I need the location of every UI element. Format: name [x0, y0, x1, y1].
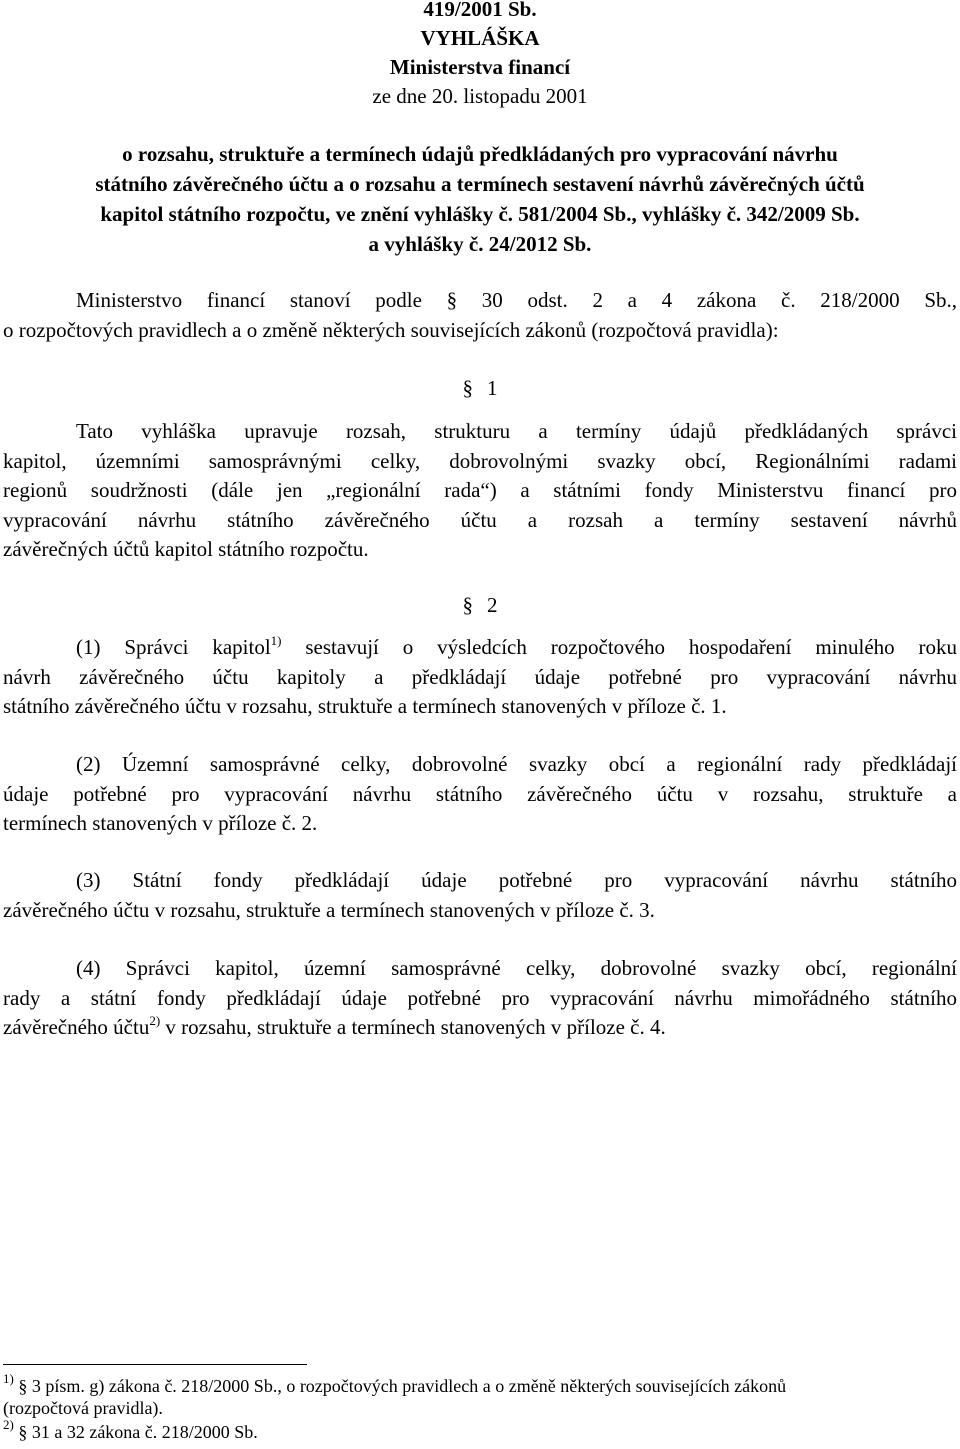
title-line: státního závěrečného účtu a o rozsahu a termínech sestavení návrhů závěrečných účtů: [95, 172, 865, 196]
section-symbol: §: [462, 376, 473, 400]
footnote-ref-1[interactable]: 1): [270, 633, 282, 648]
footnote-ref-2[interactable]: 2): [149, 1013, 161, 1028]
section-heading-2: § 2: [462, 593, 498, 617]
title-line: a vyhlášky č. 24/2012 Sb.: [368, 232, 592, 256]
footnote-mark: 1): [3, 1371, 14, 1386]
section-symbol: §: [446, 288, 458, 312]
section-symbol: §: [18, 1422, 28, 1442]
section-2-paragraph-2: (2) Územní samosprávné celky, dobrovolné svazky obcí a regionální rady předkládají údaje potřebné pro vypracování návrhu státního závěrečného účtu v rozsahu, struktuře a termínech stanovených v příloze č. 2.: [3, 752, 957, 835]
decree-number: 419/2001 Sb.: [423, 0, 537, 21]
section-2-paragraph-3: (3) Státní fondy předkládají údaje potřebné pro vypracování návrhu státního závěrečného účtu v rozsahu, struktuře a termínech stanovených v příloze č. 3.: [3, 868, 957, 922]
footnote-mark: 2): [3, 1417, 14, 1432]
footnote-1: $^{1)}$ § 3 písm. g) zákona č. 218/2000 Sb., o rozpočtových pravidlech a o změně některých souvisejících zákonů (rozpočtová pravidla).: [3, 1371, 787, 1418]
title-line: kapitol státního rozpočtu, ve znění vyhlášky č. 581/2004 Sb., vyhlášky č. 342/2009 Sb.: [100, 202, 860, 226]
issue-date: ze dne 20. listopadu 2001: [372, 84, 588, 108]
section-symbol: §: [18, 1376, 28, 1396]
document-type: VYHLÁŠKA: [420, 26, 540, 50]
header-block: [0, 0, 960, 111]
footnote-divider: [3, 1364, 307, 1365]
preamble-line: Ministerstvo financí stanoví podle § 30 odst. 2 a 4 zákona č. 218/2000 Sb.,: [76, 288, 958, 312]
section-heading-1: § 1: [462, 376, 498, 400]
section-symbol: §: [462, 593, 473, 617]
section-2-paragraph-1: (1) Správci kapitol$^{1)}$ sestavují o výsledcích rozpočtového hospodaření minulého roku návrh závěrečného účtu kapitoly a předkládají údaje potřebné pro vypracování návrhu státního závěrečného účtu v rozsahu, struktuře a termínech stanovených v příloze č. 1.: [3, 633, 958, 718]
document-title: [0, 139, 960, 259]
section-2-paragraph-4: (4) Správci kapitol, územní samosprávné celky, dobrovolné svazky obcí, regionální rady a státní fondy předkládají údaje potřebné pro vypracování návrhu mimořádného státního závěrečného účtu$^{2)}$ v rozsahu, struktuře a termínech stanovených v příloze č. 4.: [3, 956, 957, 1039]
section-1-paragraph: Tato vyhláška upravuje rozsah, strukturu a termíny údajů předkládaných správci kapitol, územními samosprávnými celky, dobrovolnými svazky obcí, Regionálními radami regionů soudržnosti (dále jen „regionální rada“) a státními fondy Ministerstvu financí pro vypracování návrhu státního závěrečného účtu a rozsah a termíny sestavení návrhů závěrečných účtů kapitol státního rozpočtu.: [3, 419, 957, 561]
issuer: Ministerstva financí: [389, 55, 571, 79]
preamble: [3, 286, 957, 345]
footnote-2: $^{2)}$ § 31 a 32 zákona č. 218/2000 Sb.: [3, 1417, 258, 1442]
title-line: o rozsahu, struktuře a termínech údajů předkládaných pro vypracování návrhu: [122, 142, 838, 166]
preamble-line: o rozpočtových pravidlech a o změně některých souvisejících zákonů (rozpočtová pravidla):: [3, 317, 779, 342]
